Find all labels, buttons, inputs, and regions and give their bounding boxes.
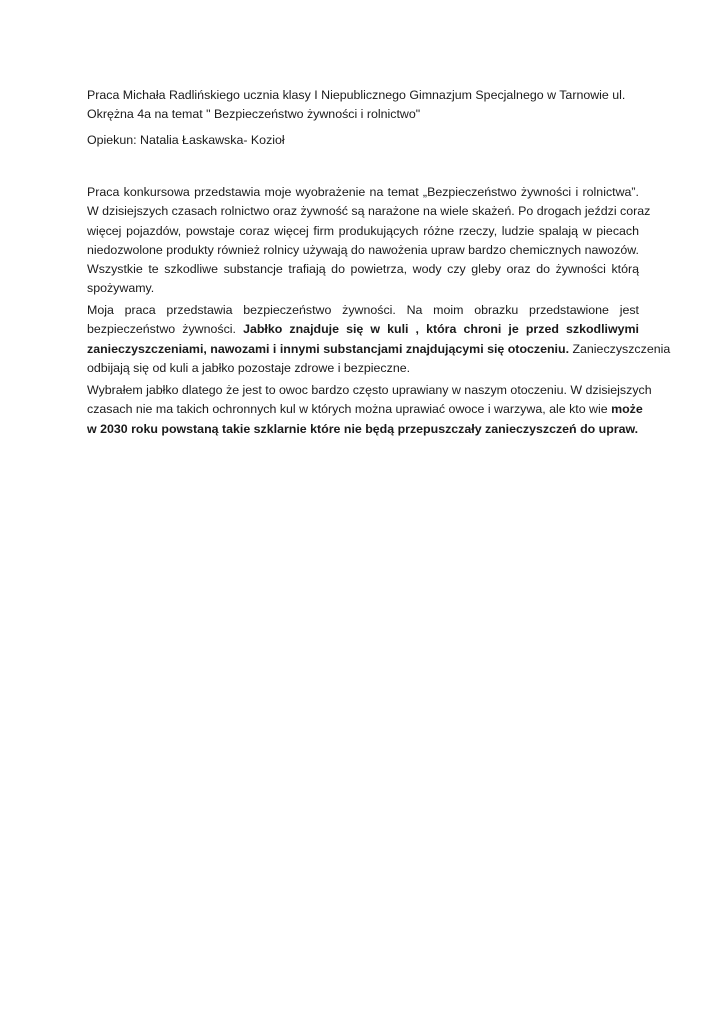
paragraph-3-text: czasach nie ma takich ochronnych kul w których można uprawiać owoce i warzywa, ale kto wie <box>87 402 612 417</box>
paragraph-2-text: bezpieczeństwo żywności. <box>87 322 244 337</box>
paragraph-2-line-1: Moja praca przedstawia bezpieczeństwo żywności. Na moim obrazku przedstawione jest <box>87 303 639 317</box>
paragraph-3-line-1: Wybrałem jabłko dlatego że jest to owoc bardzo często uprawiany w naszym otoczeniu. W dzisiejszych <box>87 383 652 397</box>
paragraph-1-line: spożywamy. <box>87 281 155 296</box>
paragraph-2-text: Zanieczyszczenia <box>569 341 671 356</box>
paragraph-1-line: W dzisiejszych czasach rolnictwo oraz żywność są narażone na wiele skażeń. Po drogach jeździ coraz <box>87 204 651 219</box>
supervisor-line: Opiekun: Natalia Łaskawska- Kozioł <box>87 133 285 147</box>
paragraph-2 <box>87 301 671 378</box>
paragraph-3 <box>87 381 652 439</box>
paragraph-2-bold-text: Jabłko znajduje się w kuli , która chroni je przed szkodliwymi <box>243 322 639 337</box>
paragraph-2-line-3 <box>87 340 671 359</box>
paragraph-1 <box>87 183 651 299</box>
paragraph-1-line: niedozwolone produkty również rolnicy używają do nawożenia upraw bardzo chemicznych nawozów. <box>87 242 639 257</box>
header-line-1: Praca Michała Radlińskiego ucznia klasy I Niepublicznego Gimnazjum Specjalnego w Tarnowie ul. <box>87 88 626 102</box>
paragraph-3-bold-text: w 2030 roku powstaną takie szklarnie które nie będą przepuszczały zanieczyszczeń do upraw. <box>87 421 639 436</box>
paragraph-1-line: więcej pojazdów, powstaje coraz więcej firm produkujących różne rzeczy, ludzie spalają w piecach <box>87 223 639 238</box>
document-header <box>87 86 639 125</box>
paragraph-2-line-4: odbijają się od kuli a jabłko pozostaje zdrowe i bezpieczne. <box>87 360 411 375</box>
paragraph-3-line-3 <box>87 420 639 439</box>
header-line-2: Okrężna 4a na temat " Bezpieczeństwo żywności i rolnictwo" <box>87 107 421 122</box>
paragraph-1-line: Praca konkursowa przedstawia moje wyobrażenie na temat „Bezpieczeństwo żywności i rolnictwa”. <box>87 185 639 199</box>
paragraph-3-line-2 <box>87 400 643 419</box>
paragraph-2-line-2 <box>87 320 639 339</box>
paragraph-1-line: Wszystkie te szkodliwe substancje trafiają do powietrza, wody czy gleby oraz do żywności którą <box>87 262 639 277</box>
paragraph-2-bold-text: zanieczyszczeniami, nawozami i innymi substancjami znajdującymi się otoczeniu. <box>87 341 570 356</box>
paragraph-3-bold-text: może <box>611 402 643 417</box>
